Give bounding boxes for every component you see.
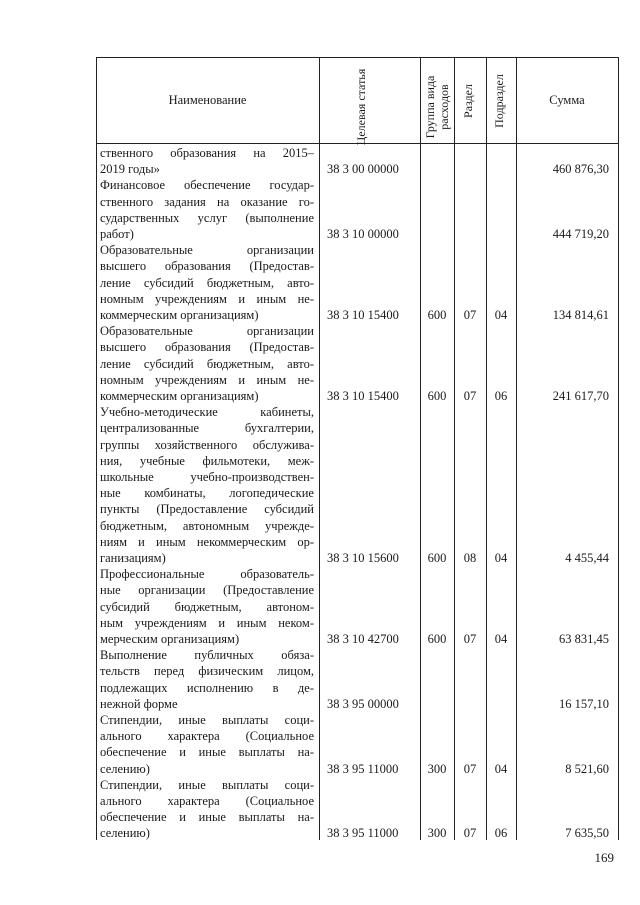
row-section: 08 xyxy=(463,550,477,565)
table-top-border xyxy=(96,57,618,58)
row-name-line: подлежащих исполнению в де- xyxy=(100,680,314,695)
row-name xyxy=(100,712,314,777)
row-name xyxy=(100,777,314,842)
header-subsection: Подраздел xyxy=(492,74,506,128)
row-section: 07 xyxy=(463,761,477,776)
row-name-line: ганизациям) xyxy=(100,550,166,565)
row-subsection: 04 xyxy=(494,631,508,646)
row-name-line: коммерческим организациям) xyxy=(100,307,259,322)
row-section: 07 xyxy=(463,826,477,841)
row-name-line: ственного задания на оказание го- xyxy=(100,194,314,209)
row-name-line: работ) xyxy=(100,226,134,241)
row-name-line: Образовательные организации xyxy=(100,324,314,339)
row-code: 38 3 10 42700 xyxy=(327,631,399,646)
row-name-line: пункты (Предоставление субсидий xyxy=(100,502,314,517)
row-name-line: 2019 годы» xyxy=(100,162,160,177)
row-name-line: сударственных услуг (выполнение xyxy=(100,210,314,225)
header-group: Группа вида расходов xyxy=(423,75,451,139)
column-border xyxy=(618,57,619,840)
header-sum: Сумма xyxy=(549,93,585,107)
row-name-line: селению) xyxy=(100,826,150,841)
row-name-line: ниям и иным некоммерческим ор- xyxy=(100,534,314,549)
row-name-line: ния, учебные фильмотеки, меж- xyxy=(100,453,314,468)
row-name-line: бюджетным, автономным учрежде- xyxy=(100,518,314,533)
row-name-line: ственного образования на 2015– xyxy=(100,146,314,160)
row-name-line: школьные учебно-производствен- xyxy=(100,469,314,484)
row-name-line: Финансовое обеспечение государ- xyxy=(100,178,314,193)
row-subsection: 04 xyxy=(494,307,508,322)
row-name xyxy=(100,404,314,566)
row-name-line: Профессиональные образователь- xyxy=(100,567,314,582)
row-sum: 7 635,50 xyxy=(565,826,609,841)
row-name-line: ные комбинаты, логопедические xyxy=(100,486,314,501)
row-name-line: группы хозяйственного обслужива- xyxy=(100,437,314,452)
row-name-line: обеспечение и иные выплаты на- xyxy=(100,810,314,825)
row-sum: 134 814,61 xyxy=(552,307,609,322)
row-name-line: мерческим организациям) xyxy=(100,631,240,646)
row-name-line: ление субсидий бюджетным, авто- xyxy=(100,275,314,290)
row-name-line: ление субсидий бюджетным, авто- xyxy=(100,356,314,371)
row-sum: 4 455,44 xyxy=(565,550,609,565)
column-border xyxy=(486,57,487,840)
row-sum: 444 719,20 xyxy=(552,226,609,241)
row-group: 600 xyxy=(427,631,447,646)
row-group: 300 xyxy=(427,826,447,841)
row-group: 300 xyxy=(427,761,447,776)
row-name-line: высшего образования (Предостав- xyxy=(100,340,314,355)
row-name-line: обеспечение и иные выплаты на- xyxy=(100,745,314,760)
column-border xyxy=(420,57,421,840)
row-section: 07 xyxy=(463,307,477,322)
row-sum: 16 157,10 xyxy=(559,696,609,711)
row-name-line: нежной форме xyxy=(100,696,178,711)
header-section: Раздел xyxy=(461,84,475,118)
row-name-line: селению) xyxy=(100,761,150,776)
row-name-line: ные организации (Предоставление xyxy=(100,583,314,598)
row-name-line: централизованные бухгалтерии, xyxy=(100,421,314,436)
row-name xyxy=(100,145,314,177)
row-sum: 63 831,45 xyxy=(559,631,609,646)
row-name-line: высшего образования (Предостав- xyxy=(100,259,314,274)
row-code: 38 3 00 00000 xyxy=(327,162,399,177)
row-code: 38 3 10 15400 xyxy=(327,307,399,322)
page-number: 169 xyxy=(594,850,614,865)
row-name-line: ального характера (Социальное xyxy=(100,729,314,744)
row-code: 38 3 95 11000 xyxy=(327,761,399,776)
row-name-line: Стипендии, иные выплаты соци- xyxy=(100,777,314,792)
row-subsection: 04 xyxy=(494,761,508,776)
row-code: 38 3 10 00000 xyxy=(327,226,399,241)
row-group: 600 xyxy=(427,550,447,565)
row-name-line: субсидий бюджетным, автоном- xyxy=(100,599,314,614)
row-name xyxy=(100,177,314,242)
row-name xyxy=(100,242,314,323)
row-section: 07 xyxy=(463,631,477,646)
row-name-line: Стипендии, иные выплаты соци- xyxy=(100,713,314,727)
row-name-line: тельств перед физическим лицом, xyxy=(100,664,314,679)
row-sum: 460 876,30 xyxy=(552,162,609,177)
row-name-line: Образовательные организации xyxy=(100,243,314,258)
row-group: 600 xyxy=(427,307,447,322)
row-name-line: номным учреждениям и иным не- xyxy=(100,372,314,387)
row-name-line: Учебно-методические кабинеты, xyxy=(100,405,314,420)
row-code: 38 3 95 11000 xyxy=(327,826,399,841)
row-name-line: ным учреждениям и иным неком- xyxy=(100,615,314,630)
row-sum: 241 617,70 xyxy=(552,388,609,403)
column-border xyxy=(319,57,320,840)
row-name xyxy=(100,323,314,404)
row-subsection: 04 xyxy=(494,550,508,565)
row-name-line: Выполнение публичных обяза- xyxy=(100,648,314,663)
row-name-line: коммерческим организациям) xyxy=(100,388,259,403)
header-name: Наименование xyxy=(168,93,247,107)
row-code: 38 3 10 15400 xyxy=(327,388,399,403)
column-border xyxy=(96,57,97,840)
header-code: Целевая статья xyxy=(354,68,368,146)
row-code: 38 3 95 00000 xyxy=(327,696,399,711)
row-sum: 8 521,60 xyxy=(565,761,609,776)
row-subsection: 06 xyxy=(494,826,508,841)
row-subsection: 06 xyxy=(494,388,508,403)
row-section: 07 xyxy=(463,388,477,403)
row-code: 38 3 10 15600 xyxy=(327,550,399,565)
row-name xyxy=(100,566,314,647)
row-name-line: ального характера (Социальное xyxy=(100,793,314,808)
row-name-line: номным учреждениям и иным не- xyxy=(100,291,314,306)
row-group: 600 xyxy=(427,388,447,403)
column-border xyxy=(454,57,455,840)
row-name xyxy=(100,647,314,712)
